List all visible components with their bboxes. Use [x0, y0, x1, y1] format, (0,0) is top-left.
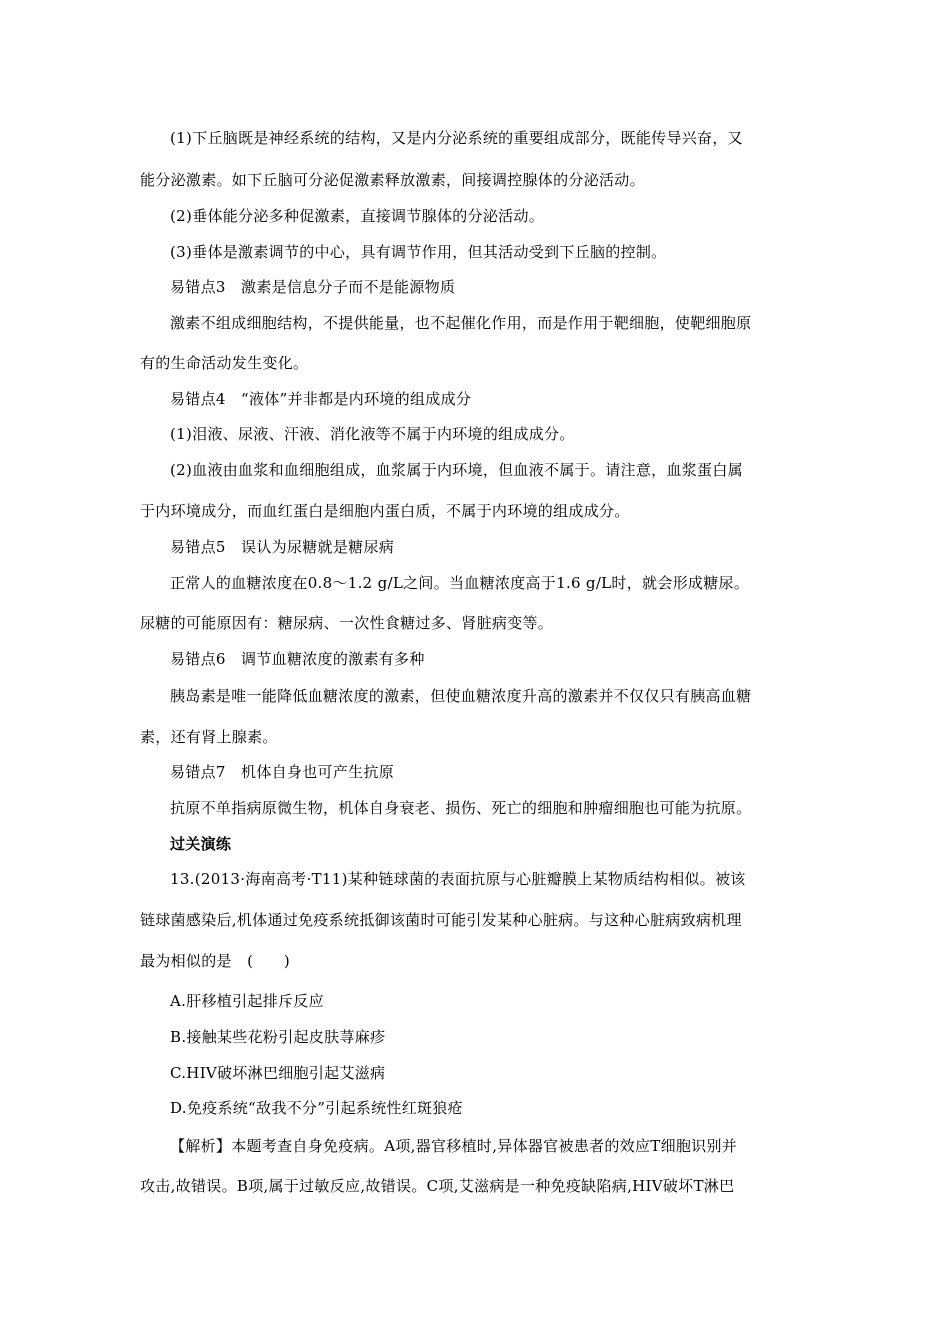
paragraph-pituitary-1: (2)垂体能分泌多种促激素，直接调节腺体的分泌活动。	[170, 207, 545, 225]
option-d: D.免疫系统“敌我不分”引起系统性红斑狼疮	[170, 1099, 463, 1117]
paragraph-antigen: 抗原不单指病原微生物，机体自身衰老、损伤、死亡的细胞和肿瘤细胞也可能为抗原。	[170, 799, 752, 817]
paragraph-glucose-line1: 正常人的血糖浓度在0.8～1.2 g/L之间。当血糖浓度高于1.6 g/L时，就会形成糖尿。	[170, 574, 750, 592]
paragraph-fluid-1: (1)泪液、尿液、汗液、消化液等不属于内环境的组成成分。	[170, 425, 575, 443]
heading-error-point-3: 易错点3 激素是信息分子而不是能源物质	[170, 278, 456, 296]
paragraph-glucose-line2: 尿糖的可能原因有：糖尿病、一次性食糖过多、肾脏病变等。	[140, 614, 554, 632]
section-heading-practice: 过关演练	[170, 835, 232, 853]
paragraph-pituitary-2: (3)垂体是激素调节的中心，具有调节作用，但其活动受到下丘脑的控制。	[170, 243, 667, 261]
paragraph-hormone-line2: 有的生命活动发生变化。	[140, 354, 309, 372]
option-b: B.接触某些花粉引起皮肤荨麻疹	[170, 1028, 386, 1046]
option-c: C.HIV破坏淋巴细胞引起艾滋病	[170, 1064, 386, 1082]
paragraph-hypothalamus-line2: 能分泌激素。如下丘脑可分泌促激素释放激素，间接调控腺体的分泌活动。	[140, 171, 645, 189]
paragraph-fluid-2-line2: 于内环境成分，而血红蛋白是细胞内蛋白质，不属于内环境的组成成分。	[140, 502, 630, 520]
paragraph-fluid-2-line1: (2)血液由血浆和血细胞组成，血浆属于内环境，但血液不属于。请注意，血浆蛋白属	[170, 461, 743, 479]
question-13-line1: 13.(2013·海南高考·T11)某种链球菌的表面抗原与心脏瓣膜上某物质结构相似。被该	[170, 870, 746, 888]
option-a: A.肝移植引起排斥反应	[170, 992, 324, 1010]
question-13-line3: 最为相似的是 ( )	[140, 952, 291, 970]
heading-error-point-4: 易错点4 “液体”并非都是内环境的组成成分	[170, 390, 472, 408]
question-13-line2: 链球菌感染后,机体通过免疫系统抵御该菌时可能引发某种心脏病。与这种心脏病致病机理	[140, 911, 742, 929]
heading-error-point-5: 易错点5 误认为尿糖就是糖尿病	[170, 538, 395, 556]
analysis-line1: 【解析】本题考查自身免疫病。A项,器官移植时,异体器官被患者的效应T细胞识别并	[170, 1137, 738, 1155]
analysis-line2: 攻击,故错误。B项,属于过敏反应,故错误。C项,艾滋病是一种免疫缺陷病,HIV破坏T淋巴	[140, 1177, 735, 1195]
heading-error-point-7: 易错点7 机体自身也可产生抗原	[170, 763, 395, 781]
heading-error-point-6: 易错点6 调节血糖浓度的激素有多种	[170, 650, 425, 668]
paragraph-hormone-line1: 激素不组成细胞结构，不提供能量，也不起催化作用，而是作用于靶细胞，使靶细胞原	[170, 314, 752, 332]
paragraph-insulin-line2: 素，还有肾上腺素。	[140, 728, 278, 746]
paragraph-insulin-line1: 胰岛素是唯一能降低血糖浓度的激素，但使血糖浓度升高的激素并不仅仅只有胰高血糖	[170, 687, 752, 705]
paragraph-hypothalamus-line1: (1)下丘脑既是神经系统的结构，又是内分泌系统的重要组成部分，既能传导兴奋，又	[170, 129, 743, 147]
